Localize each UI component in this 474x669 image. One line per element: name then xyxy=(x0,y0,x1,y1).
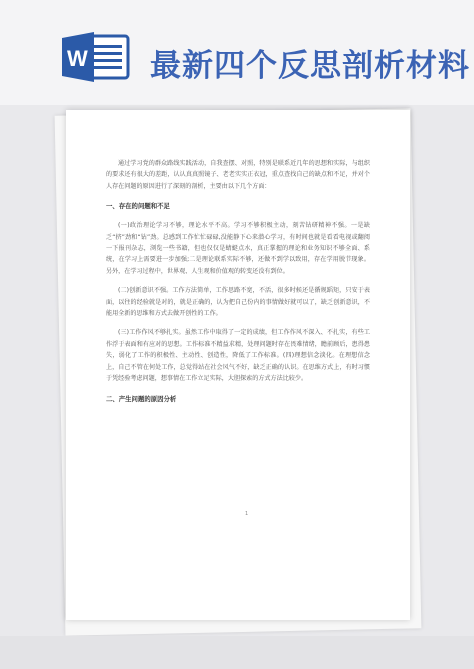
section-heading-causes: 二、产生问题的原因分析 xyxy=(106,394,177,403)
paragraph-innovation: (二)创新意识不强。工作方法简单，工作思路不宽，不活，很多时候还是循规蹈矩，只安于表面，以往的经验就是对的，就是正确的，认为把自己份内的事情做好就可以了，缺乏创新意识，不能用全新的思维和方式去做开创性的工作。 xyxy=(106,287,370,318)
document-body xyxy=(106,158,370,413)
page-title: 最新四个反思剖析材料 xyxy=(150,48,470,84)
footer-strip xyxy=(0,636,474,669)
title-banner xyxy=(0,0,474,105)
paragraph-work-style: (三)工作作风不够扎实。虽然工作中取得了一定的成绩，但工作作风不深入、不扎实，有些工作浮于表面和有应对的思想。工作标准不精益求精，处理问题时存在畏难情绪，瞻前顾后，患得患失，弱化了工作的积极性、主动性、创造性，降低了工作标准。(四)理想信念淡化。在理想信念上，自己不管在何处工作，总觉得站在社会风气不好，缺乏正确的认识。在思维方式上，有时习惯于凭经验考虑问题，想事情在工作立足实际，大胆探索的方式方法比较少。 xyxy=(106,329,370,383)
intro-paragraph: 通过学习党的群众路线实践活动，自我查摆、对照，特别是联系近几年的思想和实际，与组织的要求还有很大的差距，认认真真照镜子、老老实实正衣冠，重点查找自己的缺点和不足，并对个人存在问题的原因进行了深刻的剖析，主要由以下几个方面： xyxy=(106,160,370,190)
word-icon-letter: W xyxy=(67,46,88,71)
page-number: 1 xyxy=(245,511,249,517)
section-heading-problems: 一、存在的问题和不足 xyxy=(106,202,170,211)
word-icon xyxy=(60,30,132,84)
paragraph-theory-study: (一)政治理论学习不够，理论水平不高。学习不够积极主动，刻苦钻研精神不强。一是缺乏“挤”劲和“钻”劲。总感到工作忙忙碌碌,没能静下心来潜心学习，有时间也就是看看电视或翻阅一下报刊杂志，浏览一些书籍，但也仅仅是蜻蜓点水，真正掌握的理论和业务知识不够全面、系统，在学习上需要进一步加强;二是理论联系实际不够，还做不到学以致用，存在学用脱节现象。另外，在学习过程中，世界观、人生观和价值观的转变还没有到位。 xyxy=(106,222,370,275)
